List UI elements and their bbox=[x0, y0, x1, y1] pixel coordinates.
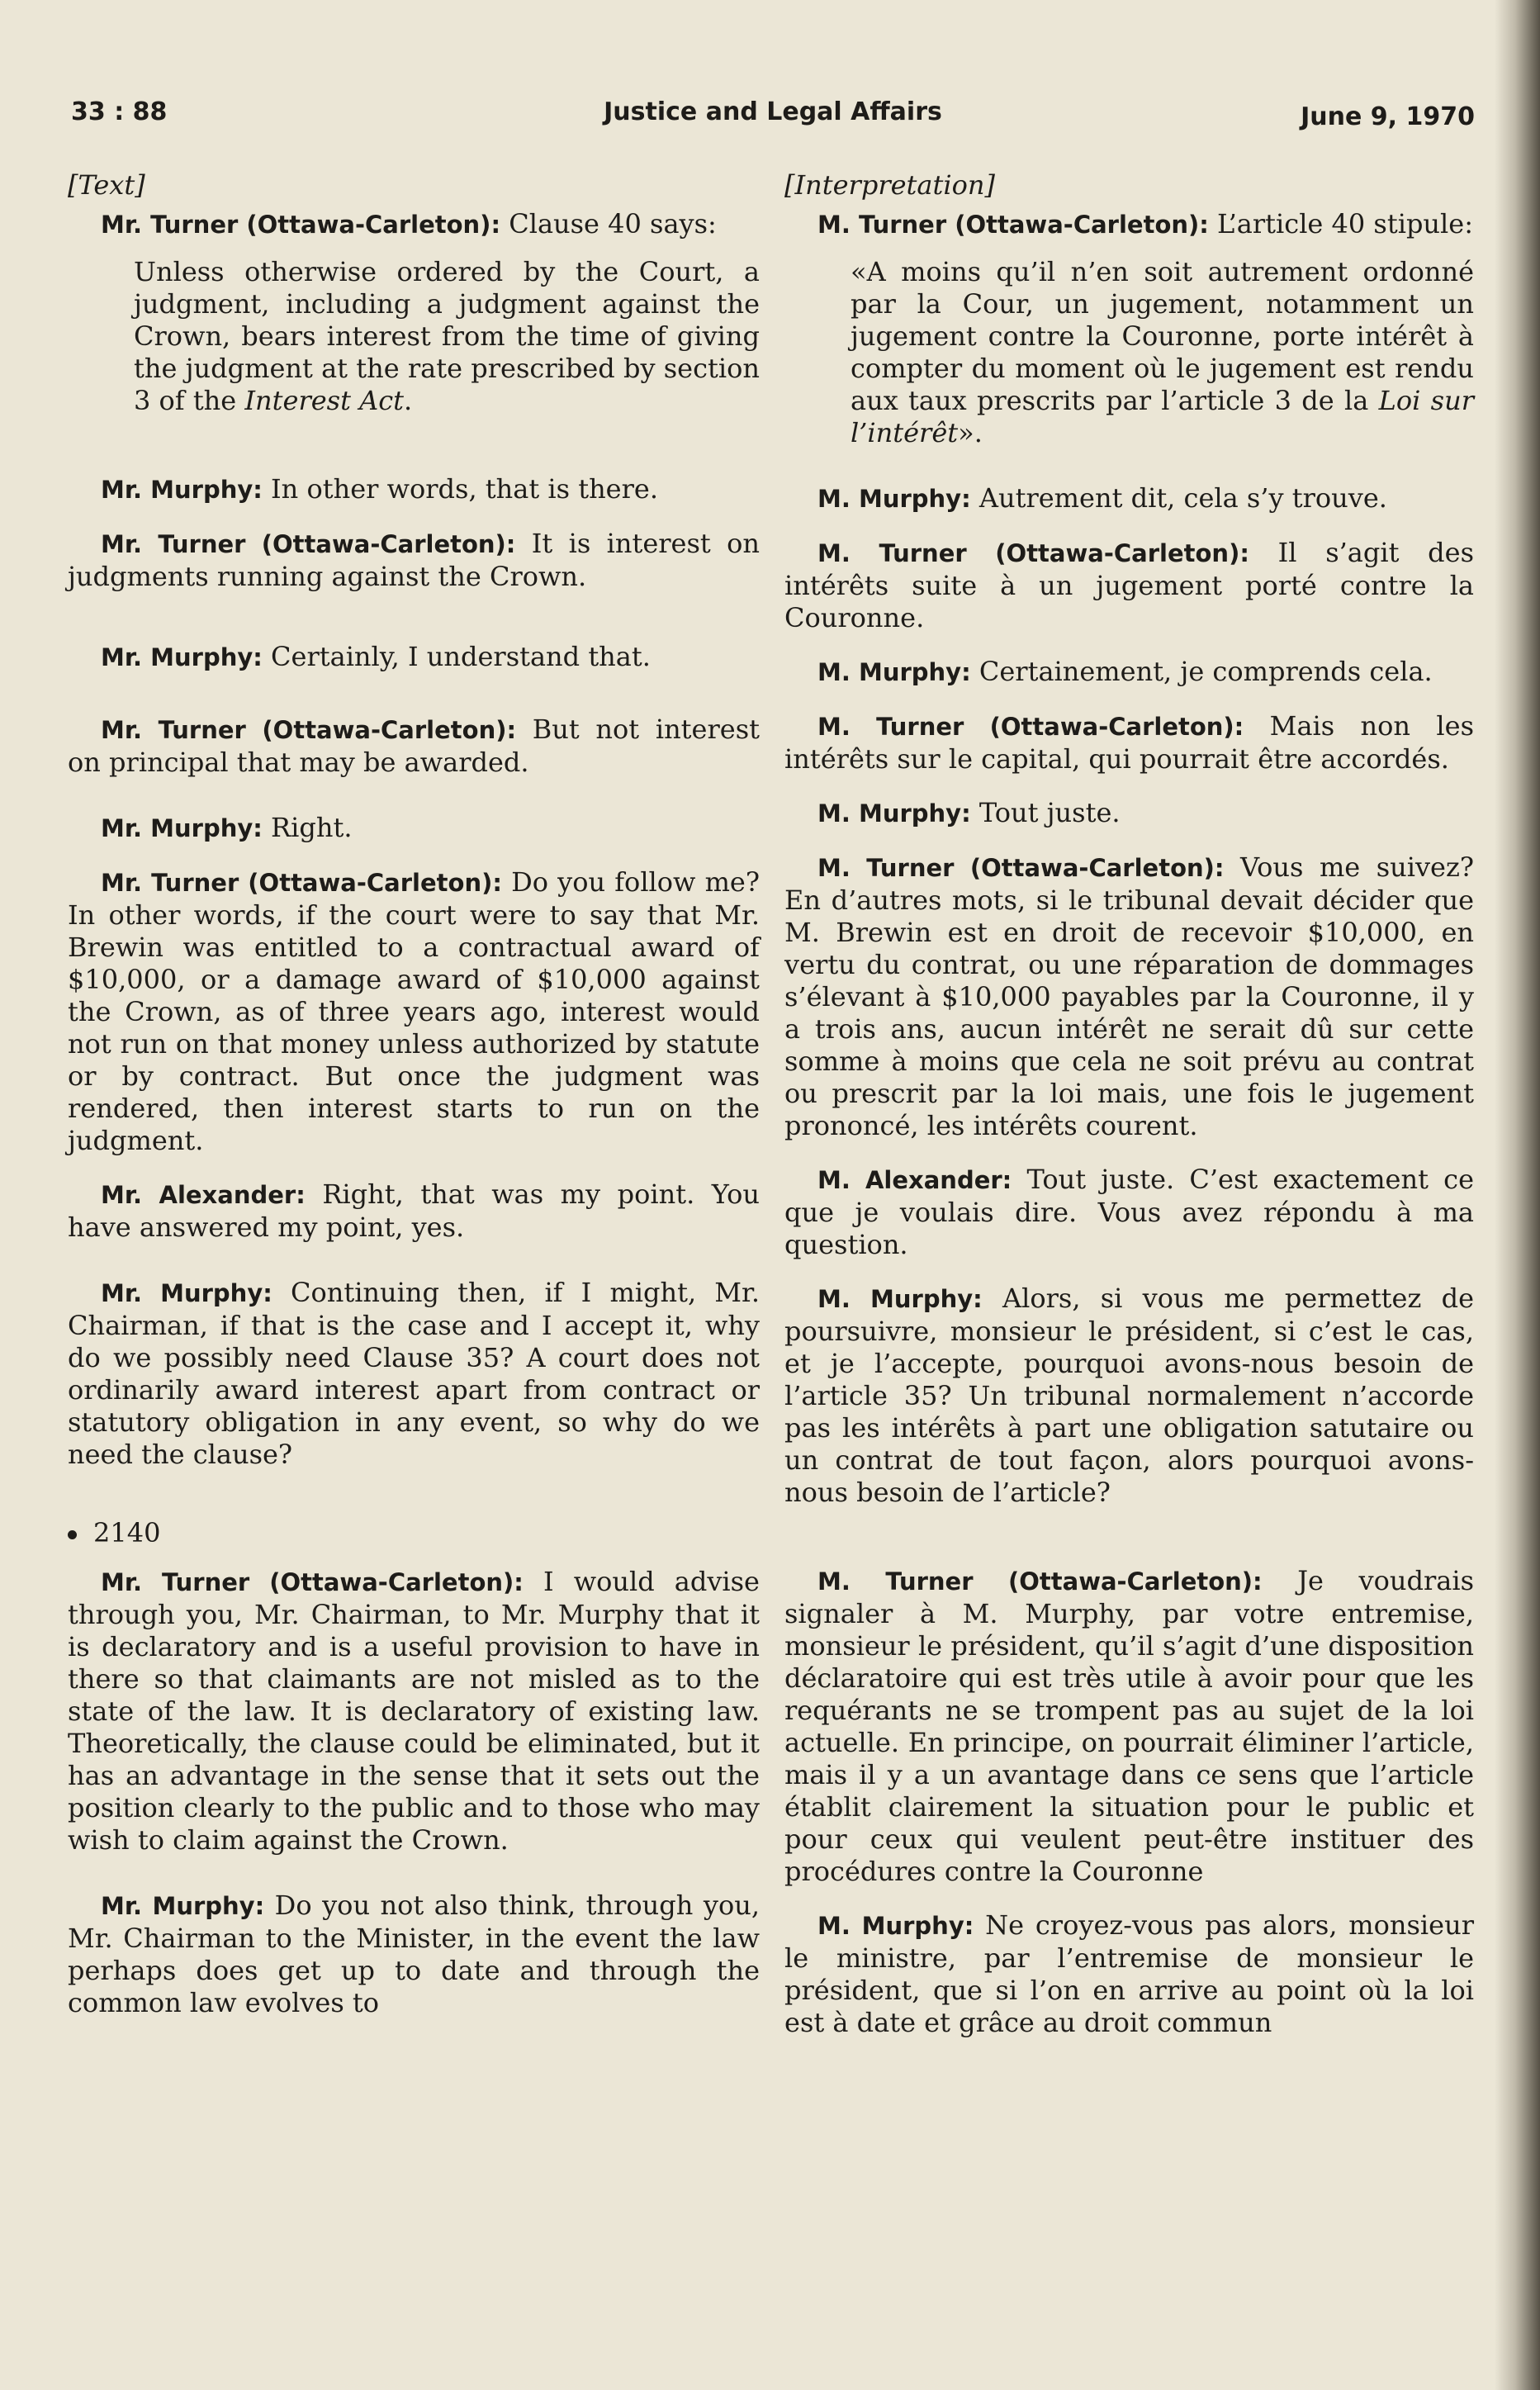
time-marker-text: 2140 bbox=[93, 1517, 161, 1548]
speaker-name: Mr. Alexander: bbox=[101, 1181, 306, 1209]
speech-text: I would advise through you, Mr. Chairman, to Mr. Murphy that it is declaratory and is a useful provision to have in there so that claimants are not misled as to the state of the law. It is declaratory of existing law. Theoretically, the clause could be eliminated, but it has an advantage in the sense that it sets out the position clearly to the public and to those who may wish to claim against the Crown. bbox=[68, 1566, 760, 1856]
paragraph bbox=[784, 710, 1474, 775]
quoted-clause bbox=[851, 256, 1474, 449]
paragraph bbox=[68, 473, 760, 506]
running-title: Justice and Legal Affairs bbox=[604, 97, 942, 126]
paragraph bbox=[784, 537, 1474, 634]
paragraph bbox=[68, 1178, 760, 1244]
paragraph bbox=[68, 208, 760, 241]
binding-edge-shadow bbox=[1495, 0, 1540, 2390]
speaker-name: Mr. Turner (Ottawa-Carleton): bbox=[101, 530, 516, 558]
paragraph bbox=[784, 1164, 1474, 1261]
paragraph bbox=[68, 1277, 760, 1471]
speaker-name: Mr. Turner (Ottawa-Carleton): bbox=[101, 211, 501, 239]
speaker-name: M. Turner (Ottawa-Carleton): bbox=[817, 539, 1249, 567]
speech-text: Je voudrais signaler à M. Murphy, par votre entremise, monsieur le président, qu’il s’agit d’une disposition déclaratoire qui est très utile à avoir pour que les requérants ne se trompent pas au sujet de la loi actuelle. En principe, on pourrait éliminer l’article, mais il y a un avantage dans ce sens que l’article établit clairement la situation pour le public et pour ceux qui veulent peut-être instituer des procédures contre la Couronne bbox=[784, 1565, 1475, 1887]
speaker-name: M. Murphy: bbox=[817, 1912, 974, 1940]
speech-text: Tout juste. C’est exactement ce que je voulais dire. Vous avez répondu à ma question. bbox=[784, 1164, 1475, 1260]
speech-text: Certainly, I understand that. bbox=[262, 641, 651, 672]
quote-text: «A moins qu’il n’en soit autrement ordonné par la Cour, un jugement, notamment un jugement contre la Couronne, porte intérêt à compter du moment où le jugement est rendu aux taux prescrits par l’article 3 de la bbox=[851, 256, 1474, 416]
speech-text: Right, that was my point. You have answered my point, yes. bbox=[68, 1178, 760, 1243]
speech-text: But not interest on principal that may be awarded. bbox=[68, 714, 760, 778]
paragraph bbox=[784, 482, 1474, 515]
paragraph bbox=[784, 656, 1474, 689]
speech-text: Right. bbox=[262, 812, 353, 843]
paragraph bbox=[784, 797, 1474, 830]
paragraph bbox=[784, 208, 1474, 241]
paragraph bbox=[68, 641, 760, 674]
speaker-name: M. Alexander: bbox=[817, 1166, 1012, 1194]
english-column bbox=[68, 169, 760, 2019]
speaker-name: Mr. Turner (Ottawa-Carleton): bbox=[101, 1568, 524, 1596]
speaker-name: Mr. Turner (Ottawa-Carleton): bbox=[101, 716, 517, 744]
page-number: 33 : 88 bbox=[71, 97, 168, 126]
french-column bbox=[784, 169, 1474, 2039]
paragraph bbox=[784, 851, 1474, 1142]
paragraph bbox=[68, 812, 760, 845]
quote-end: . bbox=[404, 385, 413, 416]
header-date: June 9, 1970 bbox=[1301, 102, 1475, 131]
speaker-name: Mr. Murphy: bbox=[101, 476, 263, 504]
speaker-name: Mr. Turner (Ottawa-Carleton): bbox=[101, 869, 502, 897]
time-marker bbox=[68, 1517, 760, 1549]
speaker-name: Mr. Murphy: bbox=[101, 643, 263, 671]
language-label: [Text] bbox=[68, 169, 145, 201]
speech-text: Do you not also think, through you, Mr. Chairman to the Minister, in the event the law perhaps does get up to date and through the common law evolves to bbox=[68, 1890, 761, 2018]
speech-text: Autrement dit, cela s’y trouve. bbox=[970, 482, 1387, 514]
speech-text: Il s’agit des intérêts suite à un jugement porté contre la Couronne. bbox=[784, 537, 1475, 633]
paragraph bbox=[68, 866, 760, 1157]
speaker-name: M. Turner (Ottawa-Carleton): bbox=[817, 854, 1225, 882]
speech-text: L’article 40 stipule: bbox=[1208, 208, 1473, 239]
speaker-name: M. Murphy: bbox=[817, 658, 971, 686]
act-title: Loi sur l’intérêt bbox=[851, 385, 1475, 448]
language-label: [Interpretation] bbox=[784, 169, 995, 201]
bullet-icon bbox=[68, 1530, 77, 1539]
act-title: Interest Act bbox=[244, 385, 405, 416]
paragraph bbox=[784, 1909, 1474, 2039]
paragraph bbox=[68, 528, 760, 593]
speech-text: Certainement, je comprends cela. bbox=[970, 656, 1433, 687]
speaker-name: M. Murphy: bbox=[817, 1285, 983, 1313]
speaker-name: M. Murphy: bbox=[817, 799, 971, 827]
speaker-name: M. Murphy: bbox=[817, 485, 971, 513]
paragraph bbox=[68, 714, 760, 779]
quote-end: ». bbox=[958, 417, 983, 448]
speech-text: Tout juste. bbox=[970, 797, 1121, 828]
speaker-name: Mr. Murphy: bbox=[101, 1279, 272, 1307]
paragraph bbox=[68, 1566, 760, 1857]
speech-text: Clause 40 says: bbox=[500, 208, 717, 239]
speech-text: Continuing then, if I might, Mr. Chairman, if that is the case and I accept it, why do we possibly need Clause 35? A court does not ordinarily award interest apart from contract or statutory obligation in any event, so why do we need the clause? bbox=[68, 1277, 760, 1470]
speaker-name: M. Turner (Ottawa-Carleton): bbox=[817, 211, 1209, 239]
speech-text: Ne croyez-vous pas alors, monsieur le ministre, par l’entremise de monsieur le président, que si l’on en arrive au point où la loi est à date et grâce au droit commun bbox=[784, 1909, 1475, 2038]
speech-text: In other words, that is there. bbox=[262, 473, 659, 505]
quote-text: Unless otherwise ordered by the Court, a judgment, including a judgment against the Crown, bears interest from the time of giving the judgment at the rate prescribed by section 3 of the bbox=[134, 256, 760, 416]
speaker-name: M. Turner (Ottawa-Carleton): bbox=[817, 1567, 1263, 1596]
page-header bbox=[71, 97, 1475, 139]
paragraph bbox=[68, 1890, 760, 2019]
speaker-name: M. Turner (Ottawa-Carleton): bbox=[817, 713, 1244, 741]
quoted-clause bbox=[134, 256, 760, 417]
speech-text: It is interest on judgments running against the Crown. bbox=[68, 528, 760, 592]
speech-text: Mais non les intérêts sur le capital, qui pourrait être accordés. bbox=[784, 710, 1475, 775]
paragraph bbox=[784, 1283, 1474, 1509]
speech-text: Do you follow me? In other words, if the court were to say that Mr. Brewin was entitled to a contractual award of $10,000, or a damage award of $10,000 against the Crown, as of three years ago, interest would not run on that money unless authorized by statute or by contract. But once the judgment was rendered, then interest starts to run on the judgment. bbox=[68, 866, 760, 1156]
speech-text: Vous me suivez? En d’autres mots, si le tribunal devait décider que M. Brewin est en droit de recevoir $10,000, en vertu du contrat, ou une réparation de dommages s’élevant à $10,000 payables par la Couronne, il y a trois ans, aucun intérêt ne serait dû sur cette somme à moins que cela ne soit prévu au contrat ou prescrit par la loi mais, une fois le jugement prononcé, les intérêts courent. bbox=[784, 851, 1474, 1141]
speaker-name: Mr. Murphy: bbox=[101, 1892, 265, 1920]
speech-text: Alors, si vous me permettez de poursuivre, monsieur le président, si c’est le cas, et je l’accepte, pourquoi avons-nous besoin de l’article 35? Un tribunal normalement n’accorde pas les intérêts à part une obligation satutaire ou un contrat de tout façon, alors pourquoi avons-nous besoin de l’article? bbox=[784, 1283, 1475, 1508]
speaker-name: Mr. Murphy: bbox=[101, 814, 263, 842]
paragraph bbox=[784, 1565, 1474, 1888]
